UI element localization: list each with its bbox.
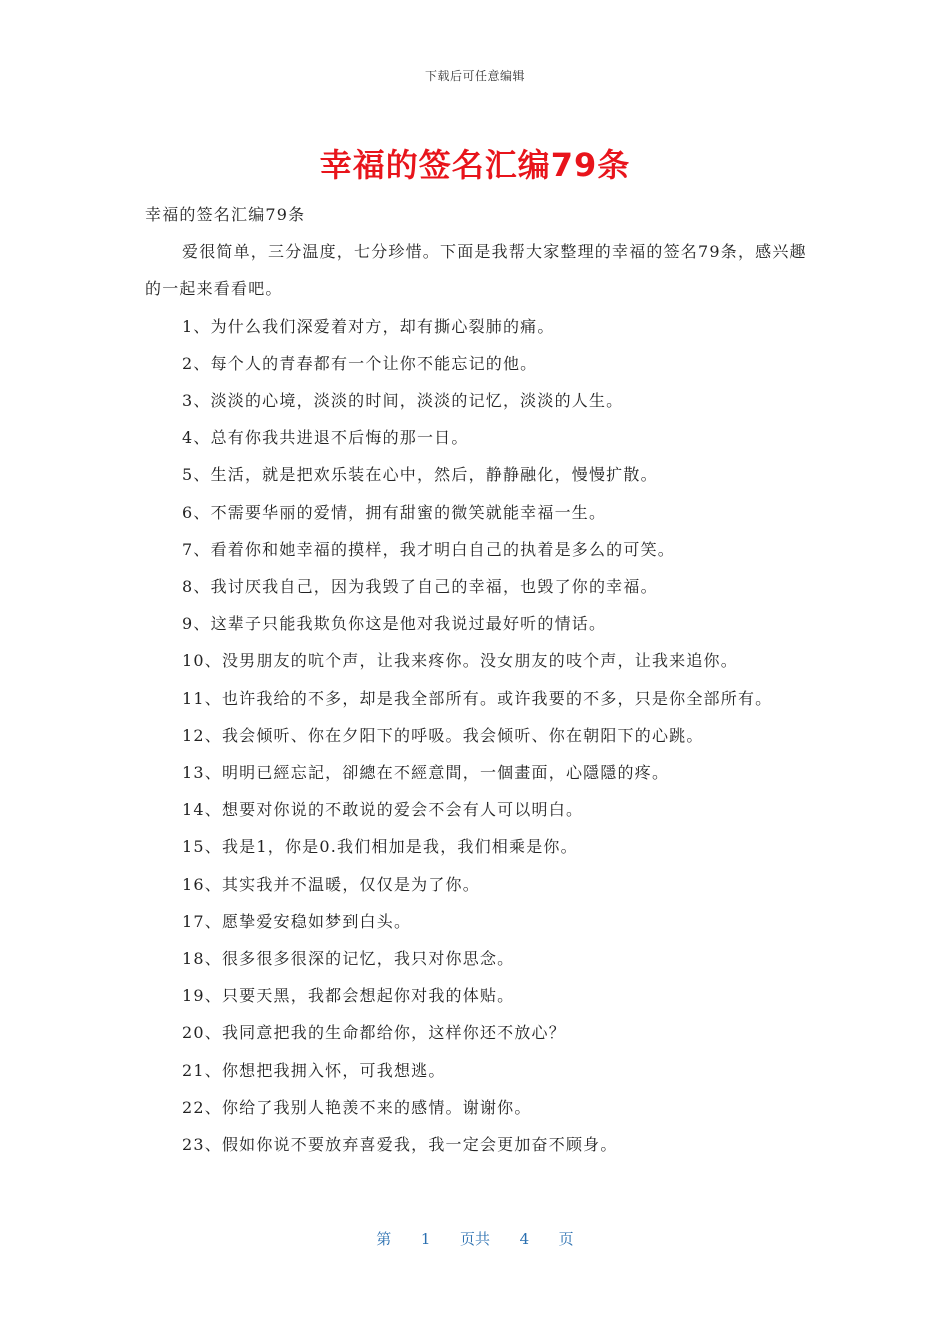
list-item: 11、也许我给的不多，却是我全部所有。或许我要的不多，只是你全部所有。 [182, 688, 773, 708]
page-number: 1 [420, 1230, 431, 1248]
list-item: 4、总有你我共进退不后悔的那一日。 [182, 428, 469, 448]
total-pages: 4 [519, 1230, 530, 1248]
document-subtitle: 幸福的签名汇编79条 [145, 205, 306, 224]
page-suffix: 页 [558, 1230, 574, 1248]
list-item: 3、淡淡的心境，淡淡的时间，淡淡的记忆，淡淡的人生。 [182, 391, 624, 411]
document-title: 幸福的签名汇编79条 [319, 146, 631, 184]
list-item: 15、我是1，你是0.我们相加是我，我们相乘是你。 [182, 837, 578, 857]
list-item: 12、我会倾听、你在夕阳下的呼吸。我会倾听、你在朝阳下的心跳。 [182, 725, 704, 745]
list-item: 20、我同意把我的生命都给你，这样你还不放心？ [182, 1023, 566, 1043]
list-item: 7、看着你和她幸福的摸样，我才明白自己的执着是多么的可笑。 [182, 539, 675, 559]
list-item: 2、每个人的青春都有一个让你不能忘记的他。 [182, 353, 538, 373]
header-note: 下载后可任意编辑 [424, 69, 525, 83]
page-footer [0, 1228, 950, 1249]
list-item: 19、只要天黑，我都会想起你对我的体贴。 [182, 986, 515, 1006]
list-item: 10、没男朋友的吭个声，让我来疼你。没女朋友的吱个声，让我来追你。 [182, 651, 738, 671]
list-item: 14、想要对你说的不敢说的爱会不会有人可以明白。 [182, 800, 584, 820]
page-separator: 页共 [459, 1230, 490, 1248]
document-body [145, 196, 815, 1163]
list-item: 23、假如你说不要放弃喜爱我，我一定会更加奋不顾身。 [182, 1135, 618, 1155]
list-item: 18、很多很多很深的记忆，我只对你思念。 [182, 949, 515, 969]
intro-paragraph: 爱很简单，三分温度，七分珍惜。下面是我帮大家整理的幸福的签名79条，感兴趣的一起来看看吧。 [145, 242, 807, 299]
list-item: 6、不需要华丽的爱情，拥有甜蜜的微笑就能幸福一生。 [182, 502, 607, 522]
list-item: 21、你想把我拥入怀，可我想逃。 [182, 1060, 446, 1080]
list-item: 16、其实我并不温暖，仅仅是为了你。 [182, 874, 480, 894]
list-item: 8、我讨厌我自己，因为我毁了自己的幸福，也毁了你的幸福。 [182, 577, 658, 597]
list-item: 22、你给了我别人艳羡不来的感情。谢谢你。 [182, 1097, 532, 1117]
page-label: 第 [376, 1230, 392, 1248]
list-item: 17、愿挚爱安稳如梦到白头。 [182, 911, 412, 931]
list-item: 1、为什么我们深爱着对方，却有撕心裂肺的痛。 [182, 316, 555, 336]
list-item: 9、这辈子只能我欺负你这是他对我说过最好听的情话。 [182, 614, 607, 634]
list-item: 5、生活，就是把欢乐装在心中，然后，静静融化，慢慢扩散。 [182, 465, 658, 485]
list-item: 13、明明已經忘記，卻總在不經意間，一個畫面，心隱隱的疼。 [182, 763, 670, 783]
